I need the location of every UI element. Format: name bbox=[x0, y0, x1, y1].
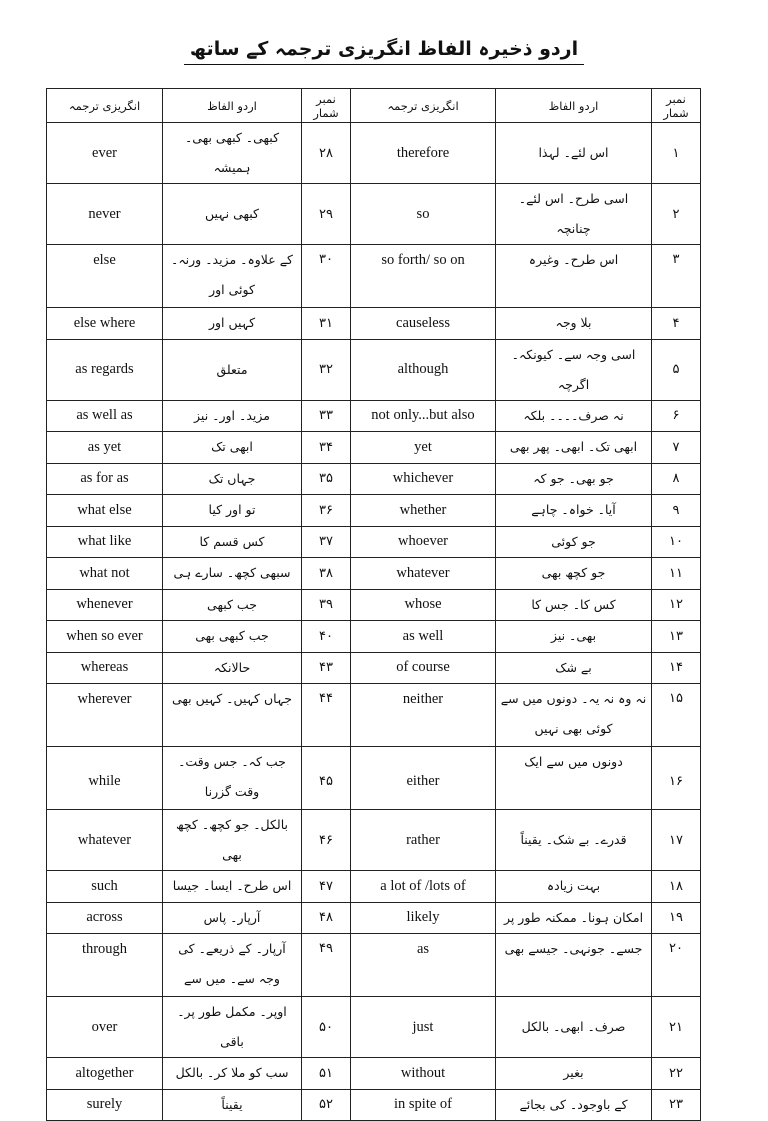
english-left-cell: as well as bbox=[47, 400, 163, 432]
urdu-right-cell: اس لئے۔ لہذا bbox=[496, 123, 652, 184]
english-right-cell: so forth/ so on bbox=[351, 245, 496, 308]
number-right-cell: ۶ bbox=[652, 400, 701, 432]
urdu-left-cell: کس قسم کا bbox=[163, 526, 302, 558]
number-right-cell: ۸ bbox=[652, 463, 701, 495]
urdu-right-cell: جسے۔ جونہی۔ جیسے بھی bbox=[496, 934, 652, 997]
urdu-left-cell: جہاں تک bbox=[163, 463, 302, 495]
urdu-right-cell: بغیر bbox=[496, 1058, 652, 1090]
english-right-cell: either bbox=[351, 747, 496, 810]
number-left-cell: ۳۷ bbox=[302, 526, 351, 558]
header-urdu-right: اردو الفاظ bbox=[496, 89, 652, 123]
english-left-cell: what like bbox=[47, 526, 163, 558]
table-row bbox=[47, 997, 701, 1058]
urdu-right-cell: بے شک bbox=[496, 652, 652, 684]
table-row bbox=[47, 526, 701, 558]
number-right-cell: ۱۷ bbox=[652, 810, 701, 871]
number-left-cell: ۳۴ bbox=[302, 432, 351, 464]
urdu-left-cell: کبھی۔ کبھی بھی۔ ہمیشہ bbox=[163, 123, 302, 184]
number-left-cell: ۴۳ bbox=[302, 652, 351, 684]
urdu-left-cell: یقیناً bbox=[163, 1089, 302, 1121]
table-row bbox=[47, 747, 701, 810]
page-title bbox=[0, 38, 768, 65]
urdu-left-cell: جب کہ۔ جس وقت۔ وقت گزرنا bbox=[163, 747, 302, 810]
english-left-cell: over bbox=[47, 997, 163, 1058]
number-left-cell: ۳۳ bbox=[302, 400, 351, 432]
urdu-right-cell: صرف۔ ابھی۔ بالکل bbox=[496, 997, 652, 1058]
number-left-cell: ۴۰ bbox=[302, 621, 351, 653]
urdu-left-cell: بالکل۔ جو کچھ۔ کچھ بھی bbox=[163, 810, 302, 871]
table-row bbox=[47, 934, 701, 997]
number-right-cell: ۱۲ bbox=[652, 589, 701, 621]
english-right-cell: as bbox=[351, 934, 496, 997]
urdu-right-cell: جو بھی۔ جو کہ bbox=[496, 463, 652, 495]
english-left-cell: as yet bbox=[47, 432, 163, 464]
urdu-right-cell: امکان ہونا۔ ممکنہ طور پر bbox=[496, 902, 652, 934]
number-right-cell: ۱۱ bbox=[652, 558, 701, 590]
english-right-cell: of course bbox=[351, 652, 496, 684]
urdu-right-cell: کس کا۔ جس کا bbox=[496, 589, 652, 621]
urdu-left-cell: مزید۔ اور۔ نیز bbox=[163, 400, 302, 432]
english-left-cell: across bbox=[47, 902, 163, 934]
english-right-cell: so bbox=[351, 184, 496, 245]
table-row bbox=[47, 871, 701, 903]
urdu-left-cell: آرپار۔ کے ذریعے۔ کی وجہ سے۔ میں سے bbox=[163, 934, 302, 997]
urdu-left-cell: متعلق bbox=[163, 339, 302, 400]
english-left-cell: what not bbox=[47, 558, 163, 590]
number-left-cell: ۵۰ bbox=[302, 997, 351, 1058]
urdu-left-cell: اوپر۔ مکمل طور پر۔ باقی bbox=[163, 997, 302, 1058]
urdu-left-cell: سب کو ملا کر۔ بالکل bbox=[163, 1058, 302, 1090]
number-left-cell: ۳۲ bbox=[302, 339, 351, 400]
vocabulary-table bbox=[46, 88, 701, 1121]
urdu-left-cell: سبھی کچھ۔ سارے ہی bbox=[163, 558, 302, 590]
urdu-left-cell: تو اور کیا bbox=[163, 495, 302, 527]
number-left-cell: ۴۹ bbox=[302, 934, 351, 997]
number-left-cell: ۲۹ bbox=[302, 184, 351, 245]
table-row bbox=[47, 308, 701, 340]
urdu-right-cell: بلا وجہ bbox=[496, 308, 652, 340]
urdu-left-cell: کے علاوہ۔ مزید۔ ورنہ۔ کوئی اور bbox=[163, 245, 302, 308]
urdu-left-cell: ابھی تک bbox=[163, 432, 302, 464]
number-right-cell: ۱۸ bbox=[652, 871, 701, 903]
english-left-cell: through bbox=[47, 934, 163, 997]
number-right-cell: ۲۳ bbox=[652, 1089, 701, 1121]
number-right-cell: ۱۹ bbox=[652, 902, 701, 934]
urdu-right-cell: قدرے۔ بے شک۔ یقیناً bbox=[496, 810, 652, 871]
urdu-right-cell: دونوں میں سے ایک bbox=[496, 747, 652, 810]
table-row bbox=[47, 432, 701, 464]
urdu-right-cell: بہت زیادہ bbox=[496, 871, 652, 903]
english-right-cell: as well bbox=[351, 621, 496, 653]
table-row bbox=[47, 810, 701, 871]
english-right-cell: likely bbox=[351, 902, 496, 934]
english-right-cell: whether bbox=[351, 495, 496, 527]
english-right-cell: whoever bbox=[351, 526, 496, 558]
number-right-cell: ۷ bbox=[652, 432, 701, 464]
english-left-cell: whatever bbox=[47, 810, 163, 871]
urdu-left-cell: جب کبھی bbox=[163, 589, 302, 621]
urdu-right-cell: ابھی تک۔ ابھی۔ پھر بھی bbox=[496, 432, 652, 464]
table-row bbox=[47, 902, 701, 934]
english-right-cell: in spite of bbox=[351, 1089, 496, 1121]
header-number-left: نمبر شمار bbox=[302, 89, 351, 123]
english-left-cell: whereas bbox=[47, 652, 163, 684]
urdu-left-cell: کہیں اور bbox=[163, 308, 302, 340]
table-row bbox=[47, 652, 701, 684]
urdu-left-cell: آرپار۔ پاس bbox=[163, 902, 302, 934]
urdu-right-cell: کے باوجود۔ کی بجائے bbox=[496, 1089, 652, 1121]
urdu-left-cell: اس طرح۔ ایسا۔ جیسا bbox=[163, 871, 302, 903]
number-left-cell: ۳۰ bbox=[302, 245, 351, 308]
number-right-cell: ۵ bbox=[652, 339, 701, 400]
english-left-cell: ever bbox=[47, 123, 163, 184]
header-urdu-left: اردو الفاظ bbox=[163, 89, 302, 123]
number-right-cell: ۲ bbox=[652, 184, 701, 245]
number-right-cell: ۲۲ bbox=[652, 1058, 701, 1090]
english-left-cell: while bbox=[47, 747, 163, 810]
table-row bbox=[47, 621, 701, 653]
number-left-cell: ۳۵ bbox=[302, 463, 351, 495]
number-left-cell: ۳۸ bbox=[302, 558, 351, 590]
urdu-left-cell: جہاں کہیں۔ کہیں بھی bbox=[163, 684, 302, 747]
number-right-cell: ۱ bbox=[652, 123, 701, 184]
english-right-cell: therefore bbox=[351, 123, 496, 184]
urdu-right-cell: نہ صرف۔۔۔۔ بلکہ bbox=[496, 400, 652, 432]
number-right-cell: ۱۶ bbox=[652, 747, 701, 810]
urdu-right-cell: اسی وجہ سے۔ کیونکہ۔ اگرچہ bbox=[496, 339, 652, 400]
number-right-cell: ۹ bbox=[652, 495, 701, 527]
english-left-cell: altogether bbox=[47, 1058, 163, 1090]
number-right-cell: ۱۴ bbox=[652, 652, 701, 684]
english-left-cell: surely bbox=[47, 1089, 163, 1121]
english-right-cell: whatever bbox=[351, 558, 496, 590]
number-left-cell: ۵۲ bbox=[302, 1089, 351, 1121]
table-row bbox=[47, 558, 701, 590]
english-right-cell: just bbox=[351, 997, 496, 1058]
english-left-cell: as regards bbox=[47, 339, 163, 400]
urdu-left-cell: کبھی نہیں bbox=[163, 184, 302, 245]
table-row bbox=[47, 339, 701, 400]
number-left-cell: ۴۶ bbox=[302, 810, 351, 871]
english-left-cell: else bbox=[47, 245, 163, 308]
table-row bbox=[47, 1058, 701, 1090]
number-right-cell: ۴ bbox=[652, 308, 701, 340]
number-left-cell: ۴۴ bbox=[302, 684, 351, 747]
urdu-right-cell: اسی طرح۔ اس لئے۔ چنانچہ bbox=[496, 184, 652, 245]
english-right-cell: whose bbox=[351, 589, 496, 621]
english-right-cell: whichever bbox=[351, 463, 496, 495]
english-right-cell: not only...but also bbox=[351, 400, 496, 432]
english-left-cell: wherever bbox=[47, 684, 163, 747]
english-right-cell: without bbox=[351, 1058, 496, 1090]
table-row bbox=[47, 463, 701, 495]
table-row bbox=[47, 184, 701, 245]
number-right-cell: ۲۰ bbox=[652, 934, 701, 997]
table-row bbox=[47, 400, 701, 432]
header-number-right: نمبر شمار bbox=[652, 89, 701, 123]
urdu-right-cell: جو کچھ بھی bbox=[496, 558, 652, 590]
table-row bbox=[47, 123, 701, 184]
english-right-cell: rather bbox=[351, 810, 496, 871]
number-left-cell: ۲۸ bbox=[302, 123, 351, 184]
number-left-cell: ۳۱ bbox=[302, 308, 351, 340]
page-title-text: اردو ذخیرہ الفاظ انگریزی ترجمہ کے ساتھ bbox=[184, 38, 584, 65]
english-left-cell: never bbox=[47, 184, 163, 245]
number-right-cell: ۳ bbox=[652, 245, 701, 308]
header-english-right: انگریزی ترجمہ bbox=[351, 89, 496, 123]
header-english-left: انگریزی ترجمہ bbox=[47, 89, 163, 123]
english-left-cell: what else bbox=[47, 495, 163, 527]
number-left-cell: ۴۷ bbox=[302, 871, 351, 903]
table-header-row bbox=[47, 89, 701, 123]
number-left-cell: ۳۹ bbox=[302, 589, 351, 621]
urdu-right-cell: اس طرح۔ وغیرہ bbox=[496, 245, 652, 308]
number-right-cell: ۱۵ bbox=[652, 684, 701, 747]
urdu-left-cell: جب کبھی بھی bbox=[163, 621, 302, 653]
number-right-cell: ۱۳ bbox=[652, 621, 701, 653]
english-right-cell: a lot of /lots of bbox=[351, 871, 496, 903]
english-right-cell: yet bbox=[351, 432, 496, 464]
table-row bbox=[47, 495, 701, 527]
english-left-cell: such bbox=[47, 871, 163, 903]
english-left-cell: when so ever bbox=[47, 621, 163, 653]
urdu-right-cell: جو کوئی bbox=[496, 526, 652, 558]
table-row bbox=[47, 684, 701, 747]
urdu-right-cell: آیا۔ خواہ۔ چاہے bbox=[496, 495, 652, 527]
number-right-cell: ۲۱ bbox=[652, 997, 701, 1058]
table-row bbox=[47, 1089, 701, 1121]
english-left-cell: whenever bbox=[47, 589, 163, 621]
urdu-right-cell: نہ وہ نہ یہ۔ دونوں میں سے کوئی بھی نہیں bbox=[496, 684, 652, 747]
number-left-cell: ۳۶ bbox=[302, 495, 351, 527]
english-right-cell: neither bbox=[351, 684, 496, 747]
english-right-cell: although bbox=[351, 339, 496, 400]
number-right-cell: ۱۰ bbox=[652, 526, 701, 558]
table-row bbox=[47, 245, 701, 308]
number-left-cell: ۴۸ bbox=[302, 902, 351, 934]
number-left-cell: ۴۵ bbox=[302, 747, 351, 810]
english-left-cell: else where bbox=[47, 308, 163, 340]
english-left-cell: as for as bbox=[47, 463, 163, 495]
urdu-right-cell: بھی۔ نیز bbox=[496, 621, 652, 653]
urdu-left-cell: حالانکہ bbox=[163, 652, 302, 684]
english-right-cell: causeless bbox=[351, 308, 496, 340]
table-row bbox=[47, 589, 701, 621]
number-left-cell: ۵۱ bbox=[302, 1058, 351, 1090]
